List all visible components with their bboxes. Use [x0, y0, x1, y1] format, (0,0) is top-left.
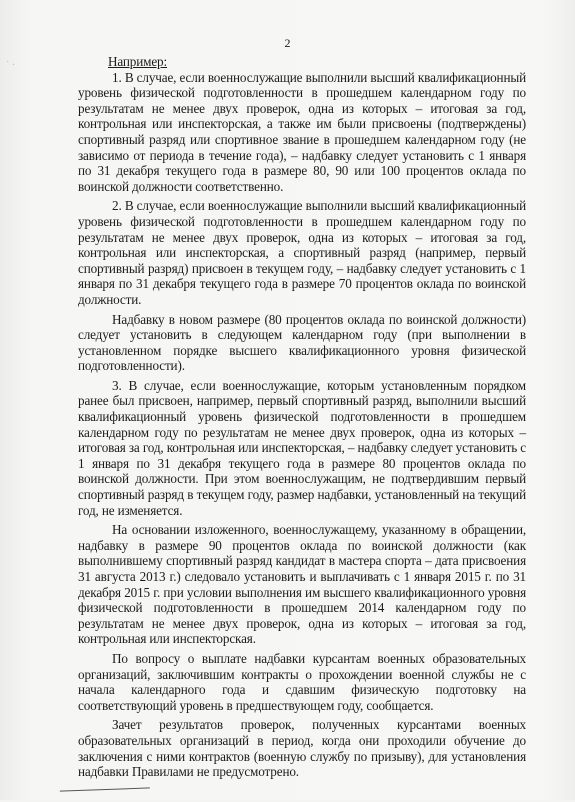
paragraph-case-3: 3. В случае, если военнослужащие, которым установленным порядком ранее был присвоен, например, первый спортивный разряд, выполнили высший квалификационный уровень физической подготовленности в прошедшем календарном году по результатам не менее двух проверок, одна из которых – итоговая за год, контрольная или инспекторская, – надбавку следует установить с 1 января по 31 декабря текущего года в размере 80 процентов оклада по воинской должности. При этом военнослужащим, не подтвердившим первый спортивный разряд в текущем году, размер надбавки, установленный на текущий год, не изменяется.: [78, 377, 526, 518]
page-number: 2: [284, 36, 291, 50]
footer-cut-line: [60, 787, 150, 801]
document-body: [78, 54, 526, 784]
paragraph-case-2: 2. В случае, если военнослужащие выполнили высший квалификационный уровень физической подготовленности в прошедшем календарном году по результатам не менее двух проверок, одна из которых – итоговая за год, контрольная или инспекторская, а спортивный разряд (например, первый спортивный разряд) присвоен в текущем году, – надбавку следует установить с 1 января по 31 декабря текущего года в размере 70 процентов оклада по воинской должности.: [78, 198, 526, 307]
paragraph-conclusion: На основании изложенного, военнослужащему, указанному в обращении, надбавку в размере 90 процентов оклада по воинской должности (как выполнившему спортивный разряд кандидат в мастера спорта – дата присвоения 31 августа 2013 г.) следовало установить и выплачивать с 1 января 2015 г. по 31 декабря 2015 г. при условии выполнения им высшего квалификационного уровня физической подготовленности в прошедшем 2014 календарном году по результатам не менее двух проверок, одна из которых – итоговая за год, контрольная или инспекторская.: [78, 522, 526, 647]
paragraph-cadets-answer: Зачет результатов проверок, полученных курсантами военных образовательных организаций в период, когда они проходили обучение до заключения с ними контрактов (военную службу по призыву), для установления надбавки Правилами не предусмотрено.: [78, 717, 526, 780]
paragraph-cadets-question: По вопросу о выплате надбавки курсантам военных образовательных организаций, заключившим контракты о прохождении военной службы не с начала календарного года и сдавшим физическую подготовку на соответствующий уровень в предшествующем году, сообщается.: [78, 650, 526, 713]
paragraph-case-1: 1. В случае, если военнослужащие выполнили высший квалификационный уровень физической подготовленности в прошедшем календарном году по результатам не менее двух проверок, одна из которых – итоговая за год, контрольная или инспекторская, а также им были присвоены (подтверждены) спортивный разряд или спортивное звание в прошедшем календарном году (не зависимо от периода в течение года), – надбавку следует установить с 1 января по 31 декабря текущего года в размере 80, 90 или 100 процентов оклада по воинской должности соответственно.: [78, 69, 526, 194]
example-label: Например:: [108, 54, 168, 69]
paragraph-new-amount: Надбавку в новом размере (80 процентов оклада по воинской должности) следует установить в следующем календарном году (при выполнении в установленном порядке высшего квалификационного уровня физической подготовленности).: [78, 311, 526, 374]
margin-smudge: ˙ ·: [6, 60, 16, 71]
